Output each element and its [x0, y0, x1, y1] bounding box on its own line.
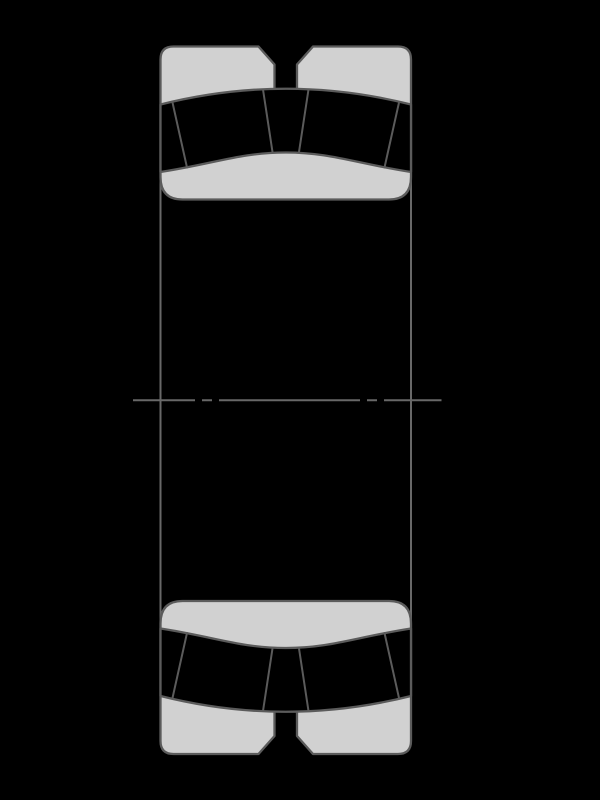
bearing-section-bottom	[161, 601, 412, 754]
bearing-section-top	[161, 47, 412, 200]
